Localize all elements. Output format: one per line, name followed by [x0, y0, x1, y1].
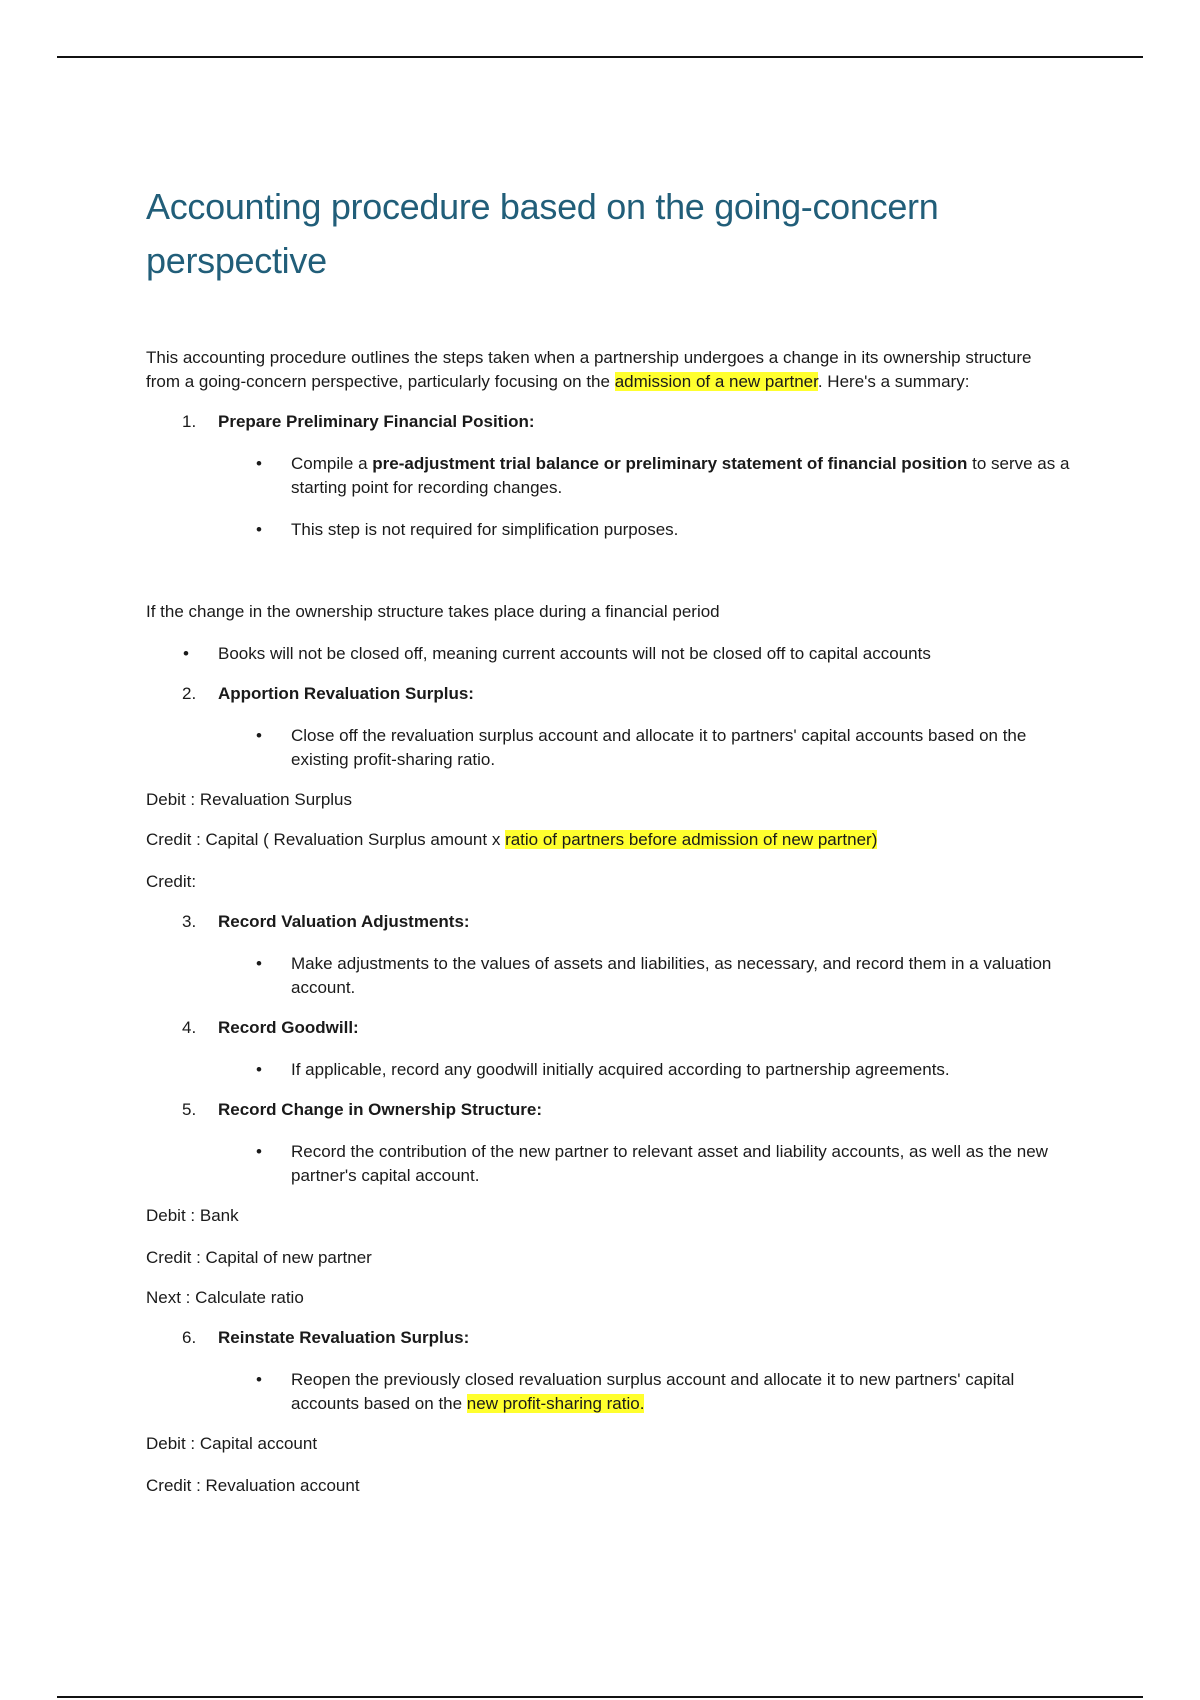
bullet-icon: •: [256, 520, 262, 539]
entry-3-credit: Credit : Revaluation account: [146, 1476, 360, 1495]
step-heading: Record Valuation Adjustments:: [218, 912, 470, 931]
step-heading: Prepare Preliminary Financial Position:: [218, 412, 535, 431]
books-bullet: [146, 642, 1066, 666]
step-number: 6.: [182, 1328, 197, 1347]
bullet-icon: •: [256, 1060, 262, 1079]
bullet-bold-text: pre-adjustment trial balance or preliminary statement of financial position: [372, 454, 968, 473]
bullet-text: Close off the revaluation surplus account and allocate it to partners' capital accounts based on the existing profit-sharing ratio.: [291, 726, 1027, 769]
bullet-text: If applicable, record any goodwill initially acquired according to partnership agreements.: [291, 1060, 950, 1079]
bullet-text: This step is not required for simplification purposes.: [291, 520, 679, 539]
bullet-text-end: to serve as a starting point for recording changes.: [291, 454, 1070, 497]
step-5: [146, 1098, 1066, 1122]
page-title: Accounting procedure based on the going-concern perspective: [146, 186, 939, 281]
bullet-icon: •: [256, 954, 262, 973]
step-number: 3.: [182, 912, 197, 931]
entry-1-credit-highlight: ratio of partners before admission of new partner): [505, 830, 878, 849]
step-1-bullet-1: [146, 452, 1071, 500]
intro-text-end: . Here's a summary:: [817, 372, 970, 391]
step-number: 2.: [182, 684, 197, 703]
step-3: [146, 910, 1066, 934]
step-1: [146, 410, 1066, 434]
bullet-text: Make adjustments to the values of assets and liabilities, as necessary, and record them in a valuation account.: [291, 954, 1052, 997]
intro-text: This accounting procedure outlines the steps taken when a partnership undergoes a change in its ownership structure from a going-concern perspective, particularly focusing on the: [146, 348, 1032, 391]
step-5-bullet-1: [146, 1140, 1071, 1188]
entry-2-debit: Debit : Bank: [146, 1206, 239, 1225]
bullet-highlight: new profit-sharing ratio.: [466, 1394, 645, 1413]
step-heading: Reinstate Revaluation Surplus:: [218, 1328, 470, 1347]
header-rule: [57, 56, 1143, 58]
entry-1-credit-text: Credit : Capital ( Revaluation Surplus amount x: [146, 830, 506, 849]
step-4: [146, 1016, 1066, 1040]
step-number: 5.: [182, 1100, 197, 1119]
bullet-text: Books will not be closed off, meaning current accounts will not be closed off to capital accounts: [218, 644, 931, 663]
intro-highlight: admission of a new partner: [614, 372, 818, 391]
step-heading: Record Goodwill:: [218, 1018, 359, 1037]
step-number: 4.: [182, 1018, 197, 1037]
bullet-text: Compile a: [291, 454, 373, 473]
footer-rule: [57, 1696, 1143, 1698]
step-2: [146, 682, 1066, 706]
step-6: [146, 1326, 1066, 1350]
entry-1-credit-2: Credit:: [146, 872, 197, 891]
step-heading: Record Change in Ownership Structure:: [218, 1100, 542, 1119]
step-4-bullet-1: [146, 1058, 1091, 1082]
entry-1-debit: Debit : Revaluation Surplus: [146, 790, 353, 809]
step-heading: Apportion Revaluation Surplus:: [218, 684, 474, 703]
step-6-bullet-1: [146, 1368, 1071, 1416]
document-body: [146, 180, 1070, 1498]
entry-3-debit: Debit : Capital account: [146, 1434, 318, 1453]
entry-1-credit: [146, 828, 1066, 852]
during-period-text: If the change in the ownership structure takes place during a financial period: [146, 602, 720, 621]
bullet-text: Reopen the previously closed revaluation surplus account and allocate it to new partners' capital accounts based on the: [291, 1370, 1015, 1413]
bullet-icon: •: [256, 726, 262, 745]
step-1-bullet-2: [146, 518, 1071, 542]
bullet-icon: •: [183, 644, 189, 663]
step-2-bullet-1: [146, 724, 1071, 772]
step-3-bullet-1: [146, 952, 1071, 1000]
step-number: 1.: [182, 412, 197, 431]
bullet-icon: •: [256, 1370, 262, 1389]
entry-2-credit: Credit : Capital of new partner: [146, 1248, 372, 1267]
intro-paragraph: [146, 346, 1066, 394]
bullet-icon: •: [256, 454, 262, 473]
bullet-text: Record the contribution of the new partner to relevant asset and liability accounts, as well as the new partner's capital account.: [291, 1142, 1048, 1185]
bullet-icon: •: [256, 1142, 262, 1161]
entry-2-next: Next : Calculate ratio: [146, 1288, 304, 1307]
